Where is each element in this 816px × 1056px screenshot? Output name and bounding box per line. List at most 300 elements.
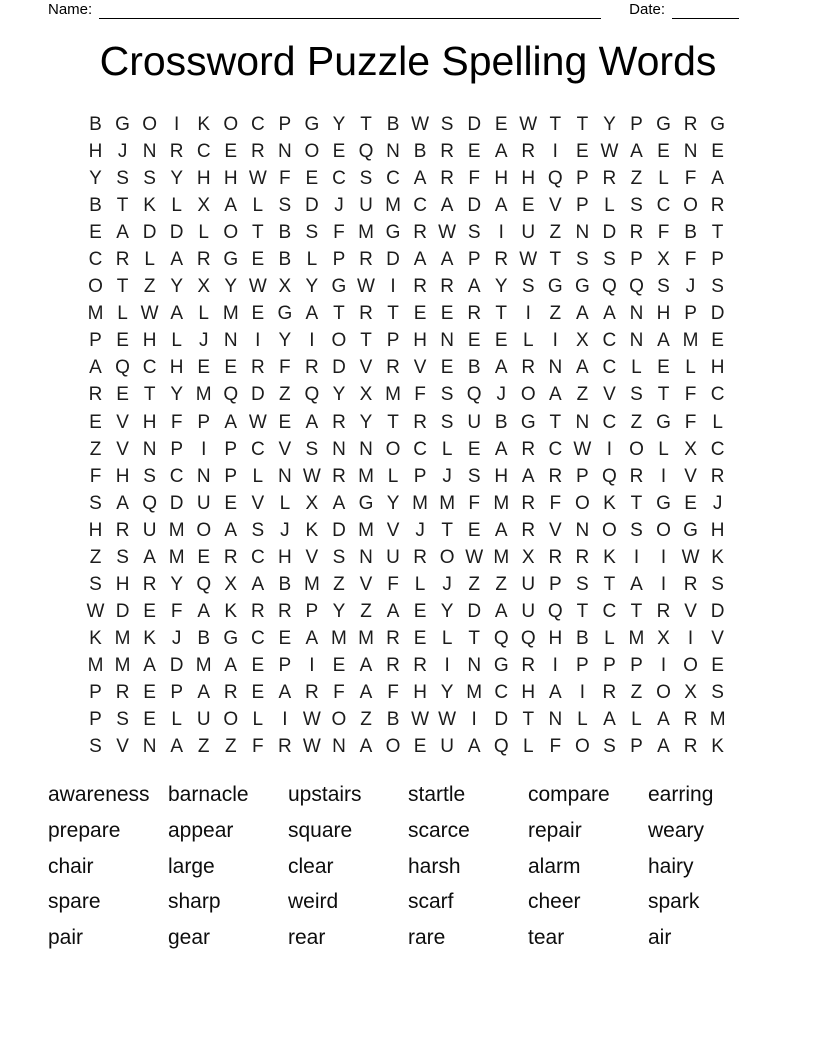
- grid-letter: F: [684, 384, 697, 406]
- grid-letter: W: [302, 465, 321, 487]
- date-blank-line: [672, 3, 739, 19]
- grid-letter: H: [88, 141, 103, 163]
- name-label: Name:: [48, 1, 93, 18]
- grid-letter: M: [114, 654, 131, 676]
- grid-letter: A: [413, 168, 427, 190]
- grid-letter: X: [197, 276, 211, 298]
- grid-letter: E: [224, 357, 238, 379]
- grid-letter: U: [142, 519, 157, 541]
- grid-letter: P: [711, 249, 724, 271]
- grid-letter: S: [305, 222, 319, 244]
- grid-letter: E: [494, 330, 508, 352]
- grid-letter: F: [89, 465, 102, 487]
- grid-letter: S: [305, 438, 319, 460]
- grid-letter: L: [117, 303, 128, 325]
- word-list-item: appear: [168, 818, 234, 842]
- word-list-item: awareness: [48, 783, 150, 806]
- grid-letter: F: [684, 249, 697, 271]
- grid-letter: H: [710, 357, 725, 379]
- grid-letter: T: [630, 492, 643, 514]
- grid-letter: U: [359, 195, 373, 217]
- grid-letter: V: [251, 492, 265, 514]
- grid-letter: S: [89, 492, 102, 514]
- grid-letter: G: [547, 276, 563, 298]
- grid-letter: R: [223, 681, 238, 703]
- grid-letter: W: [357, 276, 375, 298]
- grid-letter: R: [359, 303, 373, 325]
- grid-letter: E: [251, 654, 265, 676]
- grid-letter: S: [603, 736, 616, 758]
- grid-letter: P: [89, 709, 102, 731]
- grid-letter: A: [630, 141, 643, 163]
- grid-letter: Z: [360, 600, 372, 622]
- grid-letter: B: [386, 114, 400, 135]
- grid-letter: Y: [386, 492, 400, 514]
- grid-letter: D: [467, 600, 482, 622]
- grid-letter: W: [519, 249, 538, 271]
- grid-letter: S: [143, 168, 156, 190]
- grid-letter: R: [386, 627, 400, 649]
- grid-letter: D: [169, 222, 184, 244]
- grid-letter: N: [548, 357, 563, 379]
- grid-letter: K: [603, 492, 616, 514]
- grid-letter: O: [223, 114, 239, 135]
- grid-letter: I: [660, 573, 667, 595]
- grid-letter: E: [576, 141, 589, 163]
- grid-letter: D: [142, 222, 157, 244]
- grid-letter: E: [197, 546, 211, 568]
- grid-letter: A: [197, 681, 211, 703]
- grid-letter: P: [603, 654, 616, 676]
- grid-letter: E: [467, 330, 481, 352]
- grid-letter: A: [386, 600, 400, 622]
- grid-letter: O: [142, 114, 157, 135]
- grid-letter: X: [657, 627, 670, 649]
- word-search-grid: [82, 111, 731, 760]
- grid-letter: I: [390, 276, 396, 298]
- grid-letter: R: [115, 519, 130, 541]
- grid-letter: P: [170, 681, 183, 703]
- grid-letter: D: [602, 222, 617, 244]
- grid-letter: N: [575, 411, 590, 433]
- grid-letter: Z: [630, 411, 643, 433]
- grid-letter: G: [710, 114, 725, 135]
- word-list-item: spark: [648, 890, 700, 914]
- grid-letter: O: [385, 438, 401, 460]
- grid-letter: E: [467, 438, 481, 460]
- grid-letter: S: [630, 195, 643, 217]
- grid-letter: V: [548, 195, 562, 217]
- grid-letter: O: [656, 519, 671, 541]
- word-list-item: scarf: [408, 890, 454, 914]
- grid-letter: Q: [547, 168, 563, 190]
- grid-letter: O: [196, 519, 212, 541]
- grid-letter: O: [629, 438, 644, 460]
- word-list-item: scarce: [408, 818, 470, 842]
- grid-letter: L: [577, 709, 588, 731]
- grid-letter: O: [223, 222, 239, 244]
- grid-letter: O: [385, 736, 401, 758]
- grid-letter: R: [413, 411, 427, 433]
- grid-letter: L: [144, 249, 155, 271]
- grid-letter: D: [710, 600, 725, 622]
- grid-letter: Y: [305, 276, 319, 298]
- page-title: Crossword Puzzle Spelling Words: [99, 38, 717, 84]
- word-list-item: weary: [648, 818, 705, 842]
- grid-letter: X: [305, 492, 319, 514]
- grid-letter: T: [603, 573, 616, 595]
- grid-letter: N: [277, 141, 292, 163]
- grid-letter: E: [711, 141, 724, 163]
- grid-letter: W: [248, 276, 267, 298]
- grid-letter: R: [710, 195, 725, 217]
- grid-letter: I: [579, 681, 585, 703]
- grid-letter: X: [278, 276, 292, 298]
- grid-letter: Q: [602, 276, 617, 298]
- grid-letter: A: [224, 411, 238, 433]
- grid-letter: M: [358, 465, 374, 487]
- grid-letter: P: [89, 681, 102, 703]
- grid-letter: B: [576, 627, 589, 649]
- grid-letter: L: [631, 709, 642, 731]
- grid-letter: H: [548, 627, 563, 649]
- grid-letter: A: [657, 330, 670, 352]
- grid-letter: P: [630, 249, 643, 271]
- grid-letter: E: [521, 195, 535, 217]
- grid-letter: V: [116, 438, 129, 460]
- grid-letter: K: [305, 519, 319, 541]
- grid-letter: R: [683, 709, 698, 731]
- grid-letter: N: [683, 141, 698, 163]
- word-list-item: barnacle: [168, 783, 249, 806]
- grid-letter: S: [116, 709, 129, 731]
- grid-letter: R: [683, 573, 698, 595]
- grid-letter: Y: [440, 600, 454, 622]
- grid-letter: G: [223, 249, 239, 271]
- grid-letter: B: [89, 195, 102, 217]
- grid-letter: S: [630, 384, 643, 406]
- grid-letter: L: [604, 627, 615, 649]
- grid-letter: H: [494, 168, 509, 190]
- grid-letter: O: [683, 195, 698, 217]
- grid-letter: M: [195, 654, 212, 676]
- grid-letter: R: [440, 141, 454, 163]
- grid-letter: T: [116, 276, 129, 298]
- grid-letter: H: [223, 168, 238, 190]
- grid-letter: L: [279, 492, 291, 514]
- header: [48, 1, 739, 19]
- grid-letter: E: [305, 168, 319, 190]
- grid-letter: Y: [170, 276, 183, 298]
- grid-letter: N: [196, 465, 211, 487]
- grid-letter: L: [685, 357, 696, 379]
- grid-letter: C: [250, 114, 265, 135]
- grid-letter: C: [169, 465, 184, 487]
- grid-letter: W: [248, 411, 267, 433]
- grid-letter: R: [250, 141, 265, 163]
- grid-letter: V: [278, 438, 292, 460]
- grid-letter: P: [278, 654, 292, 676]
- grid-letter: M: [168, 519, 185, 541]
- grid-letter: H: [277, 546, 292, 568]
- grid-letter: Q: [547, 600, 563, 622]
- grid-letter: T: [116, 195, 129, 217]
- grid-letter: L: [171, 330, 182, 352]
- grid-letter: U: [467, 411, 482, 433]
- grid-letter: B: [278, 249, 292, 271]
- grid-letter: J: [198, 330, 209, 352]
- grid-letter: X: [521, 546, 535, 568]
- grid-letter: U: [196, 492, 211, 514]
- grid-letter: H: [115, 465, 130, 487]
- grid-letter: V: [603, 384, 616, 406]
- grid-letter: Z: [549, 222, 562, 244]
- grid-letter: C: [548, 438, 563, 460]
- grid-letter: R: [521, 492, 536, 514]
- grid-letter: X: [657, 249, 670, 271]
- grid-letter: C: [602, 330, 617, 352]
- grid-letter: H: [413, 330, 427, 352]
- grid-letter: E: [278, 411, 292, 433]
- grid-letter: L: [631, 357, 642, 379]
- grid-letter: Q: [304, 384, 320, 406]
- grid-letter: S: [467, 222, 481, 244]
- word-list: [48, 777, 768, 956]
- grid-letter: E: [332, 141, 346, 163]
- grid-letter: M: [493, 492, 510, 514]
- grid-letter: R: [494, 249, 509, 271]
- grid-letter: A: [89, 357, 102, 379]
- grid-letter: S: [711, 573, 724, 595]
- grid-letter: K: [603, 546, 616, 568]
- grid-letter: E: [89, 222, 102, 244]
- grid-letter: R: [602, 168, 617, 190]
- grid-letter: N: [359, 546, 373, 568]
- grid-letter: D: [332, 519, 346, 541]
- grid-letter: M: [114, 627, 131, 649]
- grid-letter: L: [658, 168, 669, 190]
- grid-letter: A: [548, 681, 562, 703]
- grid-letter: R: [196, 249, 211, 271]
- grid-letter: Z: [495, 573, 508, 595]
- grid-letter: A: [440, 195, 454, 217]
- grid-letter: W: [140, 303, 159, 325]
- grid-letter: P: [630, 654, 643, 676]
- grid-letter: Y: [170, 168, 183, 190]
- grid-letter: E: [413, 736, 427, 758]
- grid-letter: R: [683, 114, 698, 135]
- grid-letter: T: [576, 114, 589, 135]
- grid-letter: R: [656, 600, 671, 622]
- grid-letter: A: [494, 195, 508, 217]
- grid-letter: A: [359, 681, 373, 703]
- grid-letter: Y: [332, 600, 346, 622]
- grid-letter: A: [603, 303, 616, 325]
- grid-letter: R: [629, 465, 644, 487]
- grid-letter: O: [574, 492, 590, 514]
- word-list-item: alarm: [528, 854, 581, 878]
- grid-letter: R: [548, 465, 563, 487]
- grid-letter: F: [170, 411, 183, 433]
- grid-letter: M: [331, 627, 347, 649]
- grid-letter: D: [305, 195, 319, 217]
- grid-letter: Y: [170, 573, 183, 595]
- grid-letter: B: [89, 114, 102, 135]
- grid-letter: O: [223, 709, 239, 731]
- grid-letter: F: [333, 681, 345, 703]
- grid-letter: A: [548, 384, 562, 406]
- grid-letter: S: [603, 249, 616, 271]
- grid-letter: R: [521, 519, 536, 541]
- grid-letter: E: [657, 357, 670, 379]
- grid-letter: A: [359, 654, 373, 676]
- grid-letter: M: [195, 384, 212, 406]
- grid-letter: S: [711, 276, 724, 298]
- grid-letter: T: [630, 600, 643, 622]
- grid-letter: U: [521, 222, 536, 244]
- grid-letter: N: [332, 736, 346, 758]
- grid-letter: I: [255, 330, 261, 352]
- word-list-item: compare: [528, 783, 610, 806]
- grid-letter: E: [711, 330, 724, 352]
- grid-letter: V: [413, 357, 427, 379]
- grid-letter: X: [224, 573, 238, 595]
- grid-letter: Y: [603, 114, 616, 135]
- grid-letter: M: [358, 222, 374, 244]
- grid-letter: S: [521, 276, 535, 298]
- grid-letter: R: [575, 546, 590, 568]
- grid-letter: C: [602, 600, 617, 622]
- grid-letter: G: [574, 276, 590, 298]
- grid-letter: A: [251, 573, 265, 595]
- grid-letter: W: [573, 438, 592, 460]
- grid-letter: C: [196, 141, 211, 163]
- grid-letter: M: [358, 519, 374, 541]
- grid-letter: Z: [279, 384, 291, 406]
- grid-letter: C: [413, 195, 427, 217]
- grid-letter: H: [196, 168, 211, 190]
- grid-letter: L: [604, 195, 615, 217]
- grid-letter: C: [656, 195, 671, 217]
- grid-letter: R: [521, 438, 536, 460]
- grid-letter: Y: [332, 384, 346, 406]
- grid-letter: R: [602, 681, 617, 703]
- grid-letter: A: [116, 492, 129, 514]
- grid-letter: O: [439, 546, 455, 568]
- grid-letter: R: [521, 357, 536, 379]
- grid-letter: G: [493, 654, 509, 676]
- grid-letter: F: [252, 736, 264, 758]
- grid-letter: A: [224, 654, 238, 676]
- grid-letter: L: [522, 330, 534, 352]
- grid-letter: P: [197, 411, 211, 433]
- grid-letter: W: [86, 600, 105, 622]
- grid-letter: A: [657, 736, 670, 758]
- grid-letter: L: [198, 222, 209, 244]
- grid-letter: N: [359, 438, 373, 460]
- grid-letter: D: [169, 492, 184, 514]
- grid-letter: T: [441, 519, 453, 541]
- grid-letter: A: [143, 654, 156, 676]
- grid-letter: A: [224, 195, 238, 217]
- grid-letter: R: [683, 736, 698, 758]
- grid-letter: P: [170, 438, 183, 460]
- grid-letter: F: [414, 384, 426, 406]
- grid-letter: V: [359, 573, 373, 595]
- grid-letter: M: [682, 330, 699, 352]
- grid-letter: G: [277, 303, 293, 325]
- grid-letter: V: [359, 357, 373, 379]
- grid-letter: U: [521, 573, 536, 595]
- grid-letter: M: [303, 573, 320, 595]
- grid-letter: I: [309, 654, 315, 676]
- grid-letter: F: [279, 168, 291, 190]
- grid-letter: E: [711, 654, 724, 676]
- grid-letter: N: [467, 654, 482, 676]
- grid-letter: R: [332, 465, 346, 487]
- grid-letter: R: [413, 654, 427, 676]
- grid-letter: P: [576, 168, 589, 190]
- grid-letter: M: [628, 627, 645, 649]
- grid-letter: R: [467, 303, 482, 325]
- grid-letter: J: [415, 519, 425, 541]
- grid-letter: J: [442, 573, 452, 595]
- grid-letter: T: [387, 303, 399, 325]
- grid-letter: D: [467, 114, 482, 135]
- grid-letter: G: [304, 114, 320, 135]
- grid-letter: P: [224, 438, 238, 460]
- grid-letter: R: [88, 384, 103, 406]
- grid-letter: Y: [332, 114, 346, 135]
- grid-letter: F: [468, 168, 480, 190]
- grid-letter: A: [603, 709, 616, 731]
- grid-letter: Z: [468, 573, 480, 595]
- grid-letter: P: [576, 195, 589, 217]
- grid-letter: P: [576, 654, 589, 676]
- grid-letter: A: [332, 492, 346, 514]
- grid-letter: W: [248, 168, 267, 190]
- grid-letter: H: [142, 330, 157, 352]
- grid-letter: I: [606, 438, 613, 460]
- grid-letter: S: [251, 519, 265, 541]
- grid-letter: P: [548, 573, 562, 595]
- grid-letter: T: [143, 384, 156, 406]
- grid-letter: M: [412, 492, 428, 514]
- word-list-item: gear: [168, 926, 211, 949]
- grid-letter: R: [521, 654, 536, 676]
- word-list-item: spare: [48, 890, 101, 914]
- grid-letter: E: [278, 627, 292, 649]
- grid-letter: C: [710, 438, 725, 460]
- word-list-item: clear: [288, 854, 334, 878]
- grid-letter: D: [250, 384, 265, 406]
- grid-letter: E: [332, 654, 346, 676]
- grid-letter: R: [386, 654, 400, 676]
- grid-letter: P: [630, 736, 643, 758]
- grid-letter: F: [170, 600, 183, 622]
- grid-letter: Z: [197, 736, 210, 758]
- grid-letter: A: [440, 249, 454, 271]
- grid-letter: I: [498, 222, 504, 244]
- grid-letter: A: [305, 303, 319, 325]
- grid-letter: I: [552, 141, 558, 163]
- grid-letter: J: [712, 492, 723, 514]
- grid-letter: N: [277, 465, 292, 487]
- grid-letter: S: [711, 681, 724, 703]
- grid-letter: N: [386, 141, 400, 163]
- grid-letter: H: [142, 411, 157, 433]
- grid-letter: D: [467, 195, 482, 217]
